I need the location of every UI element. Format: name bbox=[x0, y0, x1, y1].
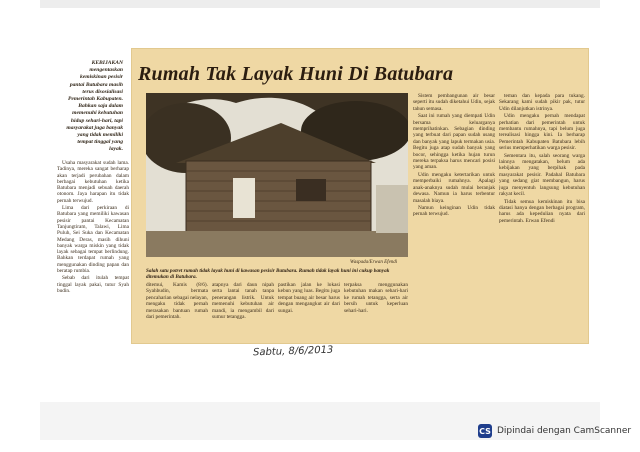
left-body-paragraph: Usaha masyarakat sudah lama. Tadinya, mereka sangat berharap akan terjadi perubahan dalam berbagai kebutuhan ketika Batubara menjadi sebuah daerah otonom. Jaya harapan itu tidak pernah terwujud. bbox=[57, 160, 129, 204]
bottom-column-4: terpaksa menggunakan kebutuhan makan sehari-hari ke rumah tetangga, serta air bersih untuk keperluan sehari-hari. bbox=[344, 282, 408, 314]
camscanner-logo-icon: CS bbox=[478, 424, 492, 438]
middle-paragraph: Saat ini rumah yang diempati Udin bersama keluarganya memprihatinkan. Sebagian dinding yang terbuat dari papan sudah usang dan banyak yang lapuk termakan usia. Begitu juga atap sudah banyak yang bocor, sehingga ketika hujan turun mereka terpaksa harus mencari posisi yang aman. bbox=[413, 113, 495, 171]
left-body-paragraph: Sebab dari itulah tempat tinggal layak pakai, tutur Syah budin. bbox=[57, 275, 129, 294]
left-body-column bbox=[57, 160, 129, 348]
middle-column bbox=[413, 93, 495, 343]
right-paragraph: Sementara itu, salah seorang warga lainnya mengatakan, belum ada kebijakan yang berpihak pada masyarakat pesisir. Padahal Batubara yang sedang giat membangun, harus juga menyentuh langsung kebutuhan rakyat kecil. bbox=[499, 152, 585, 198]
article-headline: Rumah Tak Layak Huni Di Batubara bbox=[138, 63, 454, 85]
photo-credit: Waspada/Erwan Efendi bbox=[350, 260, 398, 265]
right-column bbox=[499, 93, 585, 343]
middle-paragraph: Sistem pembangunan air besar seperti itu sudah diketahui Udin, sejak tahun semasa. bbox=[413, 93, 495, 112]
house-photo-illustration bbox=[146, 93, 408, 257]
right-paragraph: Tidak semua kemiskinan itu bisa diatasi hanya dengan berbagai program, harus ada kepedulian nyata dari pemerintah. Erwan Efendi bbox=[499, 198, 585, 224]
camscanner-badge bbox=[478, 424, 631, 438]
bottom-column-2: atapnya dari daun nipah serta lantai tanah tanpa penerangan listrik. Untuk memenuhi kebutuhan air mandi, ia mengambil dari sumur tetangga. bbox=[212, 282, 274, 321]
camscanner-label: Dipindai dengan CamScanner bbox=[497, 426, 632, 436]
middle-paragraph: Udin mengaku ketertarikan untuk memperbaiki rumahnya. Apalagi anak-anaknya sudah mulai beranjak dewasa. Namun ia harus terbentur masalah biaya. bbox=[413, 171, 495, 204]
scan-top-edge bbox=[40, 0, 600, 8]
left-body-paragraph: Lima dari perkiraan di Batubara yang memiliki kawasan pesisir pantai Kecamatan Tanjungtiram, Talawi, Lima Puluh, Sei Suka dan Kecamatan Medang Deras, masih dihuni banyak warga miskin yang tidak layak sebagai tempat berlindung. Bahkan terdapat rumah yang menggunakan dinding papan dan beratap rumbia. bbox=[57, 205, 129, 275]
article-photo bbox=[146, 93, 408, 257]
bottom-column-3: pastikan jalan ke lokasi kebun yang luas. Begitu juga tempat buang air besar harus dengan mengangkut air dari sungai. bbox=[278, 282, 340, 314]
right-paragraph: teman dan kepada para tukang. Sekarang kami sudah pikir pak, tutur Udin dilanjutkan istrinya. bbox=[499, 93, 585, 112]
middle-paragraph: Namun keinginan Udin tidak pernah terwujud. bbox=[413, 204, 495, 218]
right-paragraph: Udin mengaku pernah mendapat perhatian dari pemerintah untuk membantu rumahnya, tapi belum juga terealisasi hingga kini. Ia berharap Pemerintah Kabupaten Batubara lebih serius memperhatikan warga pesisir. bbox=[499, 113, 585, 152]
photo-caption: Salah satu potret rumah tidak layak huni di kawasan pesisir Batubara. Rumah tidak layak huni ini cukup banyak ditemukan di Batubara. bbox=[146, 268, 390, 281]
article-lead: KEBIJAKAN mengentaskan kemiskinan pesisir pantai Batubara masih terus disosialisasi Pemerintah Kabupaten. Bahkan saja dalam memenuhi kebutuhan hidup sehari-hari, tapi masyarakat juga banyak yang tidak memiliki tempat tinggal yang layak. bbox=[66, 60, 123, 153]
bottom-column-1: ditemui, Kamis (8/6). Syahbudin, bermata pencaharian sebagai nelayan, mengaku tidak pernah merasakan bantuan rumah dari pemerintah. bbox=[146, 282, 208, 321]
handwritten-date: Sabtu, 8/6/2013 bbox=[252, 344, 334, 359]
